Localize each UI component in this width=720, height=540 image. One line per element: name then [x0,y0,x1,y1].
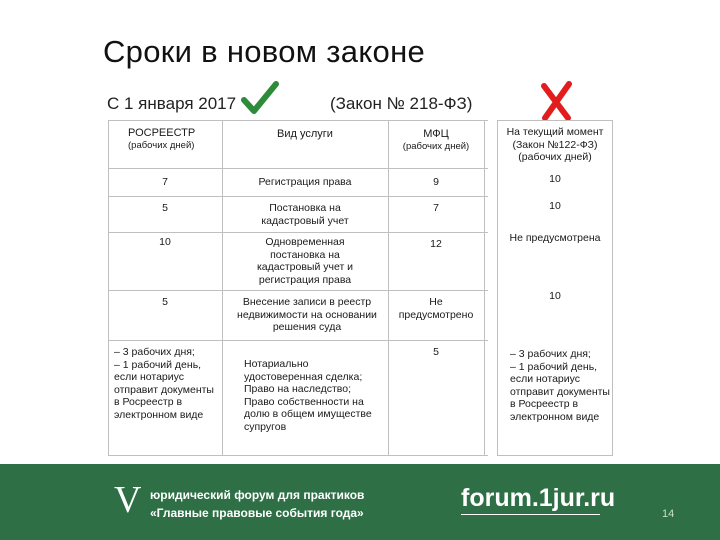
row4-current: 10 [549,290,561,302]
row2-service: Постановка на кадастровый учет [261,202,349,227]
header-current-sub1: (Закон №122-ФЗ) [512,138,598,151]
row4-service: Внесение записи в реестр недвижимости на основании решения суда [237,296,377,333]
footer-tagline-2: «Главные правовые события года» [150,506,364,520]
header-current-label: На текущий момент [506,126,604,138]
footer-site-link[interactable]: forum.1jur.ru [461,484,616,512]
row3-mfc: 12 [430,238,442,250]
header-mfc [388,128,484,153]
row5-mfc: 5 [433,346,439,358]
header-mfc-label: МФЦ [423,128,449,140]
row1-service: Регистрация права [258,176,352,188]
row5-rosreestr: – 3 рабочих дня; – 1 рабочий день, если нотариус отправит документы в Росреестр в электронном виде [114,346,214,421]
row1-rosreestr: 7 [162,176,168,188]
header-rosreestr-label: РОСРЕЕСТР [128,127,196,139]
header-current [497,126,613,164]
header-rosreestr [110,127,220,152]
row2-current: 10 [549,200,561,212]
header-current-sub2: (рабочих дней) [518,151,592,163]
footer-tagline-1: юридический форум для практиков [150,488,365,502]
slide-title: Сроки в новом законе [103,34,426,69]
forum-logo: V [114,479,142,521]
row5-service: Нотариально удостоверенная сделка; Право на наследство; Право собственности на долю в общем имуществе супругов [244,358,372,433]
row4-rosreestr: 5 [162,296,168,308]
header-mfc-sub: (рабочих дней) [402,140,470,152]
row2-rosreestr: 5 [162,202,168,214]
row5-current: – 3 рабочих дня; – 1 рабочий день, если нотариус отправит документы в Росреестр в электронном виде [510,348,610,423]
effective-date: С 1 января 2017 [107,94,237,113]
footer-site-underline [461,514,600,515]
law-reference: (Закон № 218-ФЗ) [330,94,473,113]
page-number: 14 [662,508,675,520]
row2-mfc: 7 [433,202,439,214]
row3-rosreestr: 10 [159,236,171,248]
row1-current: 10 [549,173,561,185]
row1-mfc: 9 [433,176,439,188]
row3-service: Одновременная постановка на кадастровый учет и регистрация права [256,236,354,286]
row3-current: Не предусмотрена [509,232,601,244]
header-service: Вид услуги [277,128,333,140]
header-rosreestr-sub: (рабочих дней) [128,139,195,151]
row4-mfc: Не предусмотрено [398,296,474,321]
